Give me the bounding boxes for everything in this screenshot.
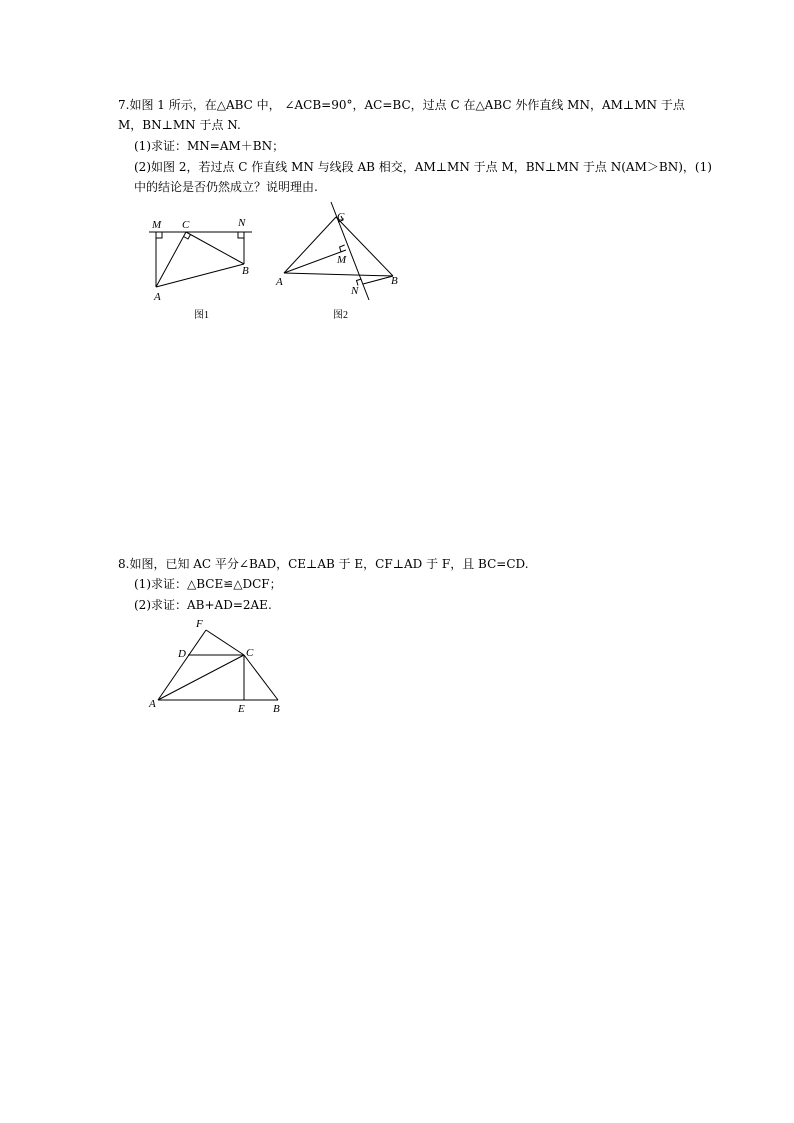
p7-part2-cont: 中的结论是否仍然成立？说明理由. xyxy=(134,180,318,194)
fig1-label-n: N xyxy=(238,217,246,229)
fig1-label-c: C xyxy=(182,219,190,231)
fig3-label-c: C xyxy=(246,647,254,659)
fig2-label-b: B xyxy=(391,275,398,287)
fig2-label-a: A xyxy=(276,276,283,288)
fig3-label-b: B xyxy=(273,703,280,715)
fig3-seg-af xyxy=(158,630,206,700)
p8-part1: (1)求证：△BCE≌△DCF； xyxy=(134,577,282,591)
p7-line2: M，BN⊥MN 于点 N. xyxy=(118,118,241,132)
fig2-label-c: C xyxy=(337,211,345,223)
fig3-seg-cb xyxy=(244,655,278,700)
p8-part2: (2)求证：AB+AD=2AE. xyxy=(134,598,272,612)
fig1-label-a: A xyxy=(154,291,161,303)
fig1-label-m: M xyxy=(152,219,162,231)
p7-part2: (2)如图 2，若过点 C 作直线 MN 与线段 AB 相交，AM⊥MN 于点 M，BN⊥MN 于点 N(AM＞BN)，(1) xyxy=(134,160,712,174)
fig2-label-n: N xyxy=(351,285,359,297)
fig3-seg-ac xyxy=(158,655,244,700)
p7-line1: 7.如图 1 所示，在△ABC 中， ∠ACB=90°，AC=BC，过点 C 在△ABC 外作直线 MN，AM⊥MN 于点 xyxy=(118,98,685,112)
fig3-label-e: E xyxy=(238,703,245,715)
fig1-caption: 图1 xyxy=(194,310,209,321)
p8-line1: 8.如图，已知 AC 平分∠BAD，CE⊥AB 于 E，CF⊥AD 于 F，且 BC=CD. xyxy=(118,557,529,571)
fig2-label-m: M xyxy=(337,254,347,266)
fig3-label-a: A xyxy=(149,698,156,710)
fig3-label-d: D xyxy=(178,648,186,660)
p7-part1: (1)求证：MN=AM＋BN； xyxy=(134,139,285,153)
fig2-caption: 图2 xyxy=(333,310,348,321)
fig3-seg-fc xyxy=(206,630,244,655)
fig1-label-b: B xyxy=(242,265,249,277)
fig3-label-f: F xyxy=(196,618,203,630)
